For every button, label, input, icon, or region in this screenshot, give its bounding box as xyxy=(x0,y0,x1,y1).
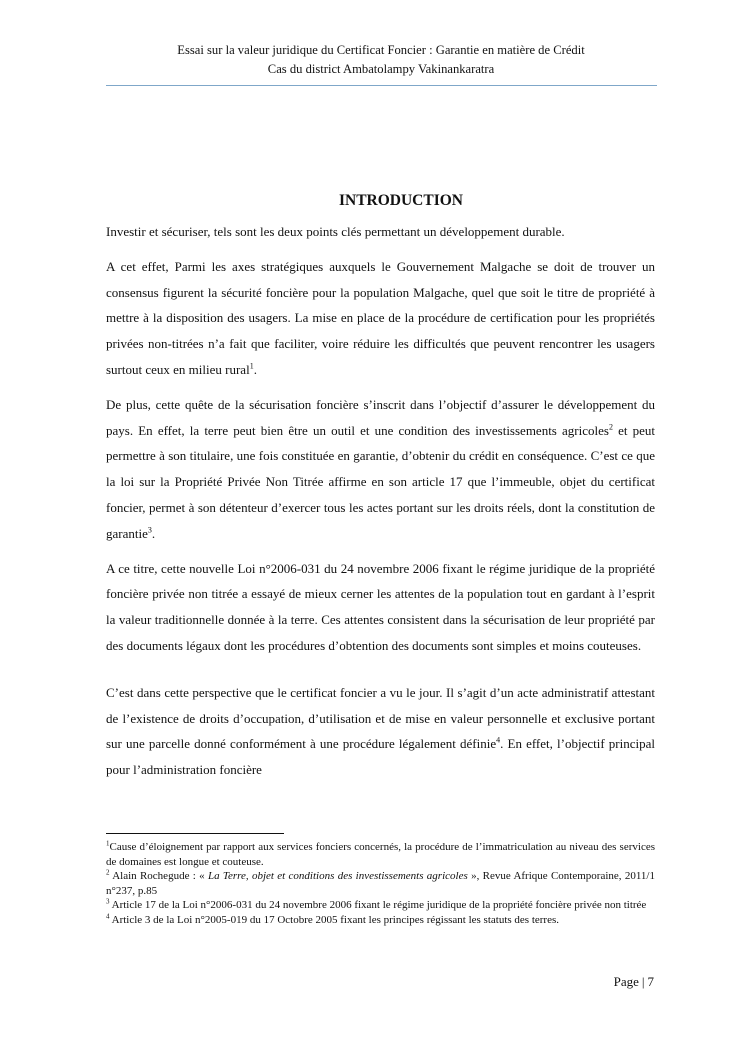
page-number xyxy=(614,974,654,990)
footnotes xyxy=(106,840,655,927)
body-text xyxy=(106,219,655,792)
page-number-value: 7 xyxy=(647,974,654,989)
header-subtitle-line: Cas du district Ambatolampy Vakinankaratra xyxy=(267,62,495,76)
running-header xyxy=(106,41,656,79)
footnote-4: $^4$ Article 3 de la Loi n°2005-019 du 17 Octobre 2005 fixant les principes régissant les statuts des terres. xyxy=(106,911,559,926)
page-label: Page xyxy=(613,974,639,989)
footnote-separator xyxy=(106,833,284,834)
footnote-ref-3[interactable]: 3 xyxy=(147,525,152,535)
footnote-ref-1[interactable]: 1 xyxy=(249,361,254,371)
paragraph-1: Investir et sécuriser, tels sont les deux points clés permettant un développement durable. xyxy=(106,224,565,239)
paragraph-4: A ce titre, cette nouvelle Loi n°2006-031 du 24 novembre 2006 fixant le régime juridique de la propriété foncière privée non titrée a essayé de mieux cerner les attentes de la population tout en gardant à l’esprit la valeur traditionnelle donnée à la terre. Ces attentes consistent dans la sécurisation de leur propriété par des documents légaux dont les procédures d’obtention des documents sont simples et moins couteuses. xyxy=(106,560,655,653)
section-title: INTRODUCTION xyxy=(338,192,463,209)
header-title-line: Essai sur la valeur juridique du Certificat Foncier : Garantie en matière de Crédit xyxy=(177,43,585,57)
page-separator: | xyxy=(641,974,645,989)
footnote-ref-4[interactable]: 4 xyxy=(496,736,501,746)
paragraph-3: De plus, cette quête de la sécurisation foncière s’inscrit dans l’objectif d’assurer le développement du pays. En effet, la terre peut bien être un outil et une condition des investissements agricoles$^2$ et peut permettre à son titulaire, une fois constituée en garantie, d’obtenir du crédit en conséquence. C’est ce que la loi sur la Propriété Privée Non Titrée affirme en son article 17 que l’immeuble, objet du certificat foncier, permet à son détenteur d’exercer tous les actes portant sur les droits réels, dont la constitution de garantie$^3$. xyxy=(106,396,655,541)
paragraph-5: C’est dans cette perspective que le certificat foncier a vu le jour. Il s’agit d’un acte administratif attestant de l’existence de droits d’occupation, d’utilisation et de mise en valeur personnelle et exclusive portant sur une parcelle donné conformément à une procédure légalement définie$^4$. En effet, l’objectif principal pour l’administration foncière xyxy=(106,684,655,778)
footnote-2: $^2$ Alain Rochegude : « La Terre, objet et conditions des investissements agricoles », Revue Afrique Contemporaine, 2011/1 n°237, p.85 xyxy=(106,868,655,897)
paragraph-2: A cet effet, Parmi les axes stratégiques auxquels le Gouvernement Malgache se doit de trouver un consensus figurent la sécurité foncière pour la population Malgache, quel que soit le titre de propriété à mettre à la disposition des usagers. La mise en place de la procédure de certification pour les propriétés privées non-titrées n’a fait que faciliter, voire réduire les difficultés que peuvent rencontrer les usagers surtout ceux en milieu rural$^1$. xyxy=(106,258,655,377)
footnote-1: $^1$Cause d’éloignement par rapport aux services fonciers concernés, la procédure de l’immatriculation au niveau des services de domaines est longue et couteuse. xyxy=(106,839,655,868)
footnote-ref-2[interactable]: 2 xyxy=(608,422,613,432)
header-divider xyxy=(106,85,657,86)
footnote-3: $^3$ Article 17 de la Loi n°2006-031 du 24 novembre 2006 fixant le régime juridique de la propriété foncière privée non titrée xyxy=(106,897,647,911)
